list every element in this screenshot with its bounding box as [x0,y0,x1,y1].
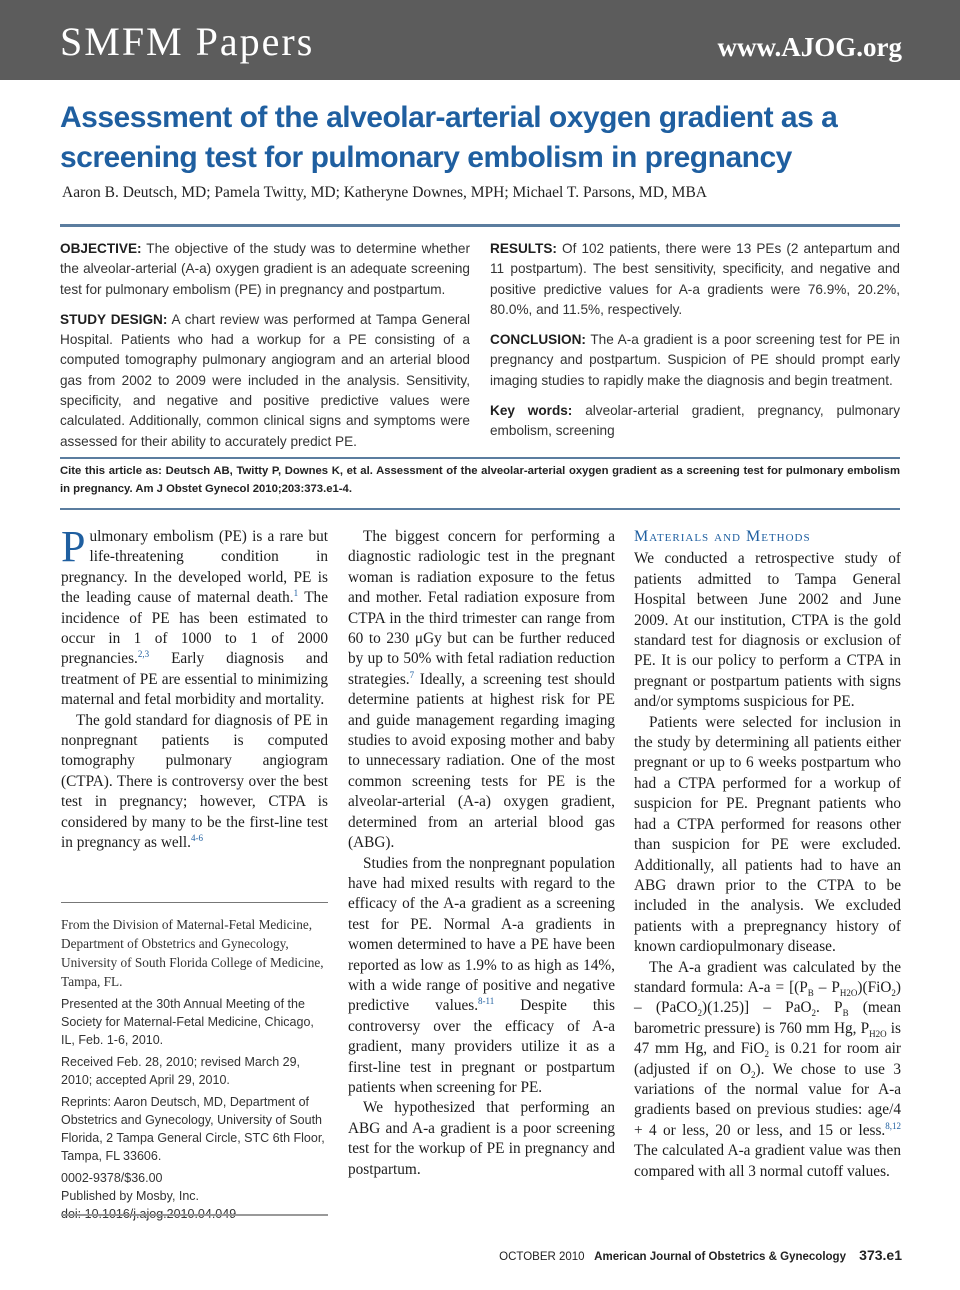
publisher: Published by Mosby, Inc. [61,1189,200,1203]
body-text: )(1.25)] – PaO [702,999,812,1017]
price-code: 0002-9378/$36.00 [61,1171,163,1185]
subscript: H2O [869,1028,887,1039]
body-column-1 [61,522,328,854]
conclusion-text: The A-a gradient is a poor screening test for PE in pregnancy and postpartum. Suspicion of PE should prompt early imaging studies to rapidly make the diagnosis and begin treatment. [490,332,900,388]
reference-link[interactable]: 1 [293,588,299,599]
citation-line: Cite this article as: Deutsch AB, Twitty P, Downes K, et al. Assessment of the alveolar-arterial oxygen gradient as a screening test for pulmonary embolism in pregnancy. Am J Obstet Gynecol 2010;203:373.e1-4. [60,465,900,495]
studies-paragraph [348,854,615,1099]
abstract-keywords [490,401,900,442]
subscript: 2 [751,1069,756,1080]
body-text: – P [813,978,840,996]
subscript: 2 [891,987,896,998]
page-footer [499,1247,902,1263]
journal-banner [0,0,960,80]
drop-cap: P [61,522,86,571]
series-name: SMFM Papers [60,19,315,64]
body-text: is 47 mm Hg, and FiO [634,1019,902,1058]
reprints-address: Reprints: Aaron Deutsch, MD, Department of Obstetrics and Gynecology, University of South Florida, 2 Tampa General Circle, STC 6th Floor, Tampa, FL 33606. [61,1095,325,1163]
hypothesis-paragraph: We hypothesized that performing an ABG and A-a gradient is a poor screening test for the workup of PE in pregnancy and postpartum. [348,1099,615,1178]
keywords-text: alveolar-arterial gradient, pregnancy, pulmonary embolism, screening [490,403,900,439]
body-column-2 [348,527,615,1180]
intro-text: ulmonary embolism (PE) is a rare but life-threatening condition in pregnancy. In the developed world, PE is the leading cause of maternal death. [61,528,328,607]
body-text: . P [816,999,843,1017]
results-text: Of 102 patients, there were 13 PEs (2 antepartum and 11 postpartum). The best sensitivity, specificity, and negative and positive predictive values for A-a gradients were 76.9%, 20.2%, 80.0%, and 11.5%, respectively. [490,241,900,317]
abstract-results [490,239,900,320]
affiliation-division: From the Division of Maternal-Fetal Medicine, Department of Obstetrics and Gynecology, University of South Florida College of Medicine, Tampa, FL. [61,917,324,989]
body-text: ). We chose to use 3 variations of the normal value for A-a gradients based on previous studies: age/4 + 4 or less, 20 or less, and 15 or less. [634,1060,901,1139]
reference-link[interactable]: 8-11 [478,996,495,1007]
intro-text: Early diagnosis and treatment of PE are essential to minimizing maternal and fetal morbidity and mortality. [61,650,328,709]
abstract-objective [60,239,470,300]
body-text: The calculated A-a gradient value was then compared with all 3 normal cutoff values. [634,1142,901,1180]
conclusion-label: CONCLUSION: [490,332,586,348]
abstract-conclusion [490,330,900,391]
body-text: Despite this controversy over the efficacy of A-a gradient, many providers utilize it as a first-line test in pregnant or postpartum patients when screening for PE. [348,997,615,1096]
subscript: B [842,1008,849,1019]
intro-text: The incidence of PE has been estimated to occur in 1 of 1000 to 1 of 2000 pregnancies. [61,589,328,668]
issue-date: OCTOBER 2010 [499,1251,585,1263]
study-design-text: A chart review was performed at Tampa General Hospital. Patients who had a workup for a PE consisting of a computed tomography pulmonary angiogram and an arterial blood gas from 2002 to 2009 were included in the analysis. Sensitivity, specificity, and negative and positive predictive values were calculated. Additionally, common clinical signs and symptoms were assessed for their ability to accurately predict PE. [60,311,471,449]
divider [60,508,900,510]
radiation-paragraph [348,527,615,854]
body-text: (mean barometric pressure) is 760 mm Hg, P [634,999,901,1037]
page-number: 373.e1 [859,1247,902,1263]
reference-link[interactable]: 7 [409,669,415,680]
objective-text: The objective of the study was to determine whether the alveolar-arterial (A-a) oxygen gradient is an adequate screening test for pulmonary embolism (PE) in pregnancy and postpartum. [60,241,470,297]
abstract-right-column [490,239,900,452]
received-dates: Received Feb. 28, 2010; revised March 29, 2010; accepted April 29, 2010. [61,1055,301,1087]
section-heading-methods: Materials and Methods [634,528,811,545]
intro-paragraph-2 [61,711,328,854]
article-title: Assessment of the alveolar-arterial oxygen gradient as a screening test for pulmonary embolism in pregnancy [60,101,838,174]
objective-label: OBJECTIVE: [60,241,142,256]
reference-link[interactable]: 8,12 [885,1120,901,1131]
body-column-3 [634,527,901,1182]
intro-paragraph-1 [61,522,328,711]
subscript: 2 [811,1008,817,1019]
body-text: Studies from the nonpregnant population have had mixed results with regard to the efficacy of the A-a gradient as a screening test for PE. Normal A-a gradients in women determined to have a PE have been reported as low as 1.9% to as high as 14%, with a wide range of positive and negative predictive values. [348,854,615,1015]
methods-paragraph-1: We conducted a retrospective study of patients admitted to Tampa General Hospital between June 2002 and June 2009. At our institution, CTPA is the gold standard test for diagnosis or exclusion of PE. It is our policy to perform a CTPA in pregnant or postpartum patients with signs and/or symptoms suspicious for PE. [634,550,901,711]
abstract-study-design [60,310,470,452]
keywords-label: Key words: [490,403,573,419]
abstract-left-column [60,239,470,462]
methods-paragraph-2: Patients were selected for inclusion in the study by determining all patients either pregnant or up to 6 weeks postpartum who had a CTPA performed for a workup of suspicion for PE. Pregnant patients who had a CTPA performed for reasons other than suspicion for PE were excluded. Additionally, all patients had to have an ABG drawn prior to the CTPA to be included in the analysis. We excluded patients with a prepregnancy history of known cardiopulmonary disease. [634,713,901,956]
body-text: is 0.21 for room air (adjusted if on O [634,1040,901,1078]
formula-paragraph [634,958,901,1182]
journal-name: American Journal of Obstetrics & Gynecology [594,1251,846,1263]
body-text: The biggest concern for performing a diagnostic radiologic test in the pregnant woman is radiation exposure to the fetus and mother. Fetal radiation exposure from CTPA in the third trimester can range from 60 to 230 μGy but can be further reduced by up to 50% with fetal radiation reduction strategies. [348,528,615,688]
subscript: B [807,987,814,998]
reference-link[interactable]: 2,3 [137,649,150,660]
subscript: 2 [697,1008,702,1019]
subscript: H2O [839,987,858,998]
reference-link[interactable]: 4-6 [190,833,203,843]
results-label: RESULTS: [490,241,557,256]
affiliations-bottom-rule [61,1214,328,1216]
subscript: 2 [764,1049,770,1060]
body-text: Ideally, a screening test should determine patients at highest risk for PE and guide management regarding imaging studies to avoid exposing mother and baby to unnecessary radiation. One of the most common screening tests for PE is the alveolar-arterial (A-a) oxygen gradient, determined from an arterial blood gas (ABG). [348,670,615,852]
doi[interactable]: doi: 10.1016/j.ajog.2010.04.049 [61,1207,237,1221]
body-text: ) – (PaCO [634,978,901,1017]
presentation-note: Presented at the 30th Annual Meeting of the Society for Maternal-Fetal Medicine, Chicago, IL, Feb. 1-6, 2010. [61,997,314,1047]
journal-url[interactable]: www.AJOG.org [717,32,902,62]
affiliations-box [61,902,328,1223]
body-text: The A-a gradient was calculated by the standard formula: A-a = [(P [634,958,901,996]
body-text: )(FiO [857,978,892,996]
author-list: Aaron B. Deutsch, MD; Pamela Twitty, MD; Katheryne Downes, MPH; Michael T. Parsons, MD, MBA [62,184,707,201]
study-design-label: STUDY DESIGN: [60,311,168,327]
abstract-box [60,224,900,459]
intro-text: The gold standard for diagnosis of PE in nonpregnant patients is computed tomography pulmonary angiogram (CTPA). There is controversy over the best test in pregnancy; however, CTPA is considered by many to be the first-line test in pregnancy as well. [61,711,328,852]
